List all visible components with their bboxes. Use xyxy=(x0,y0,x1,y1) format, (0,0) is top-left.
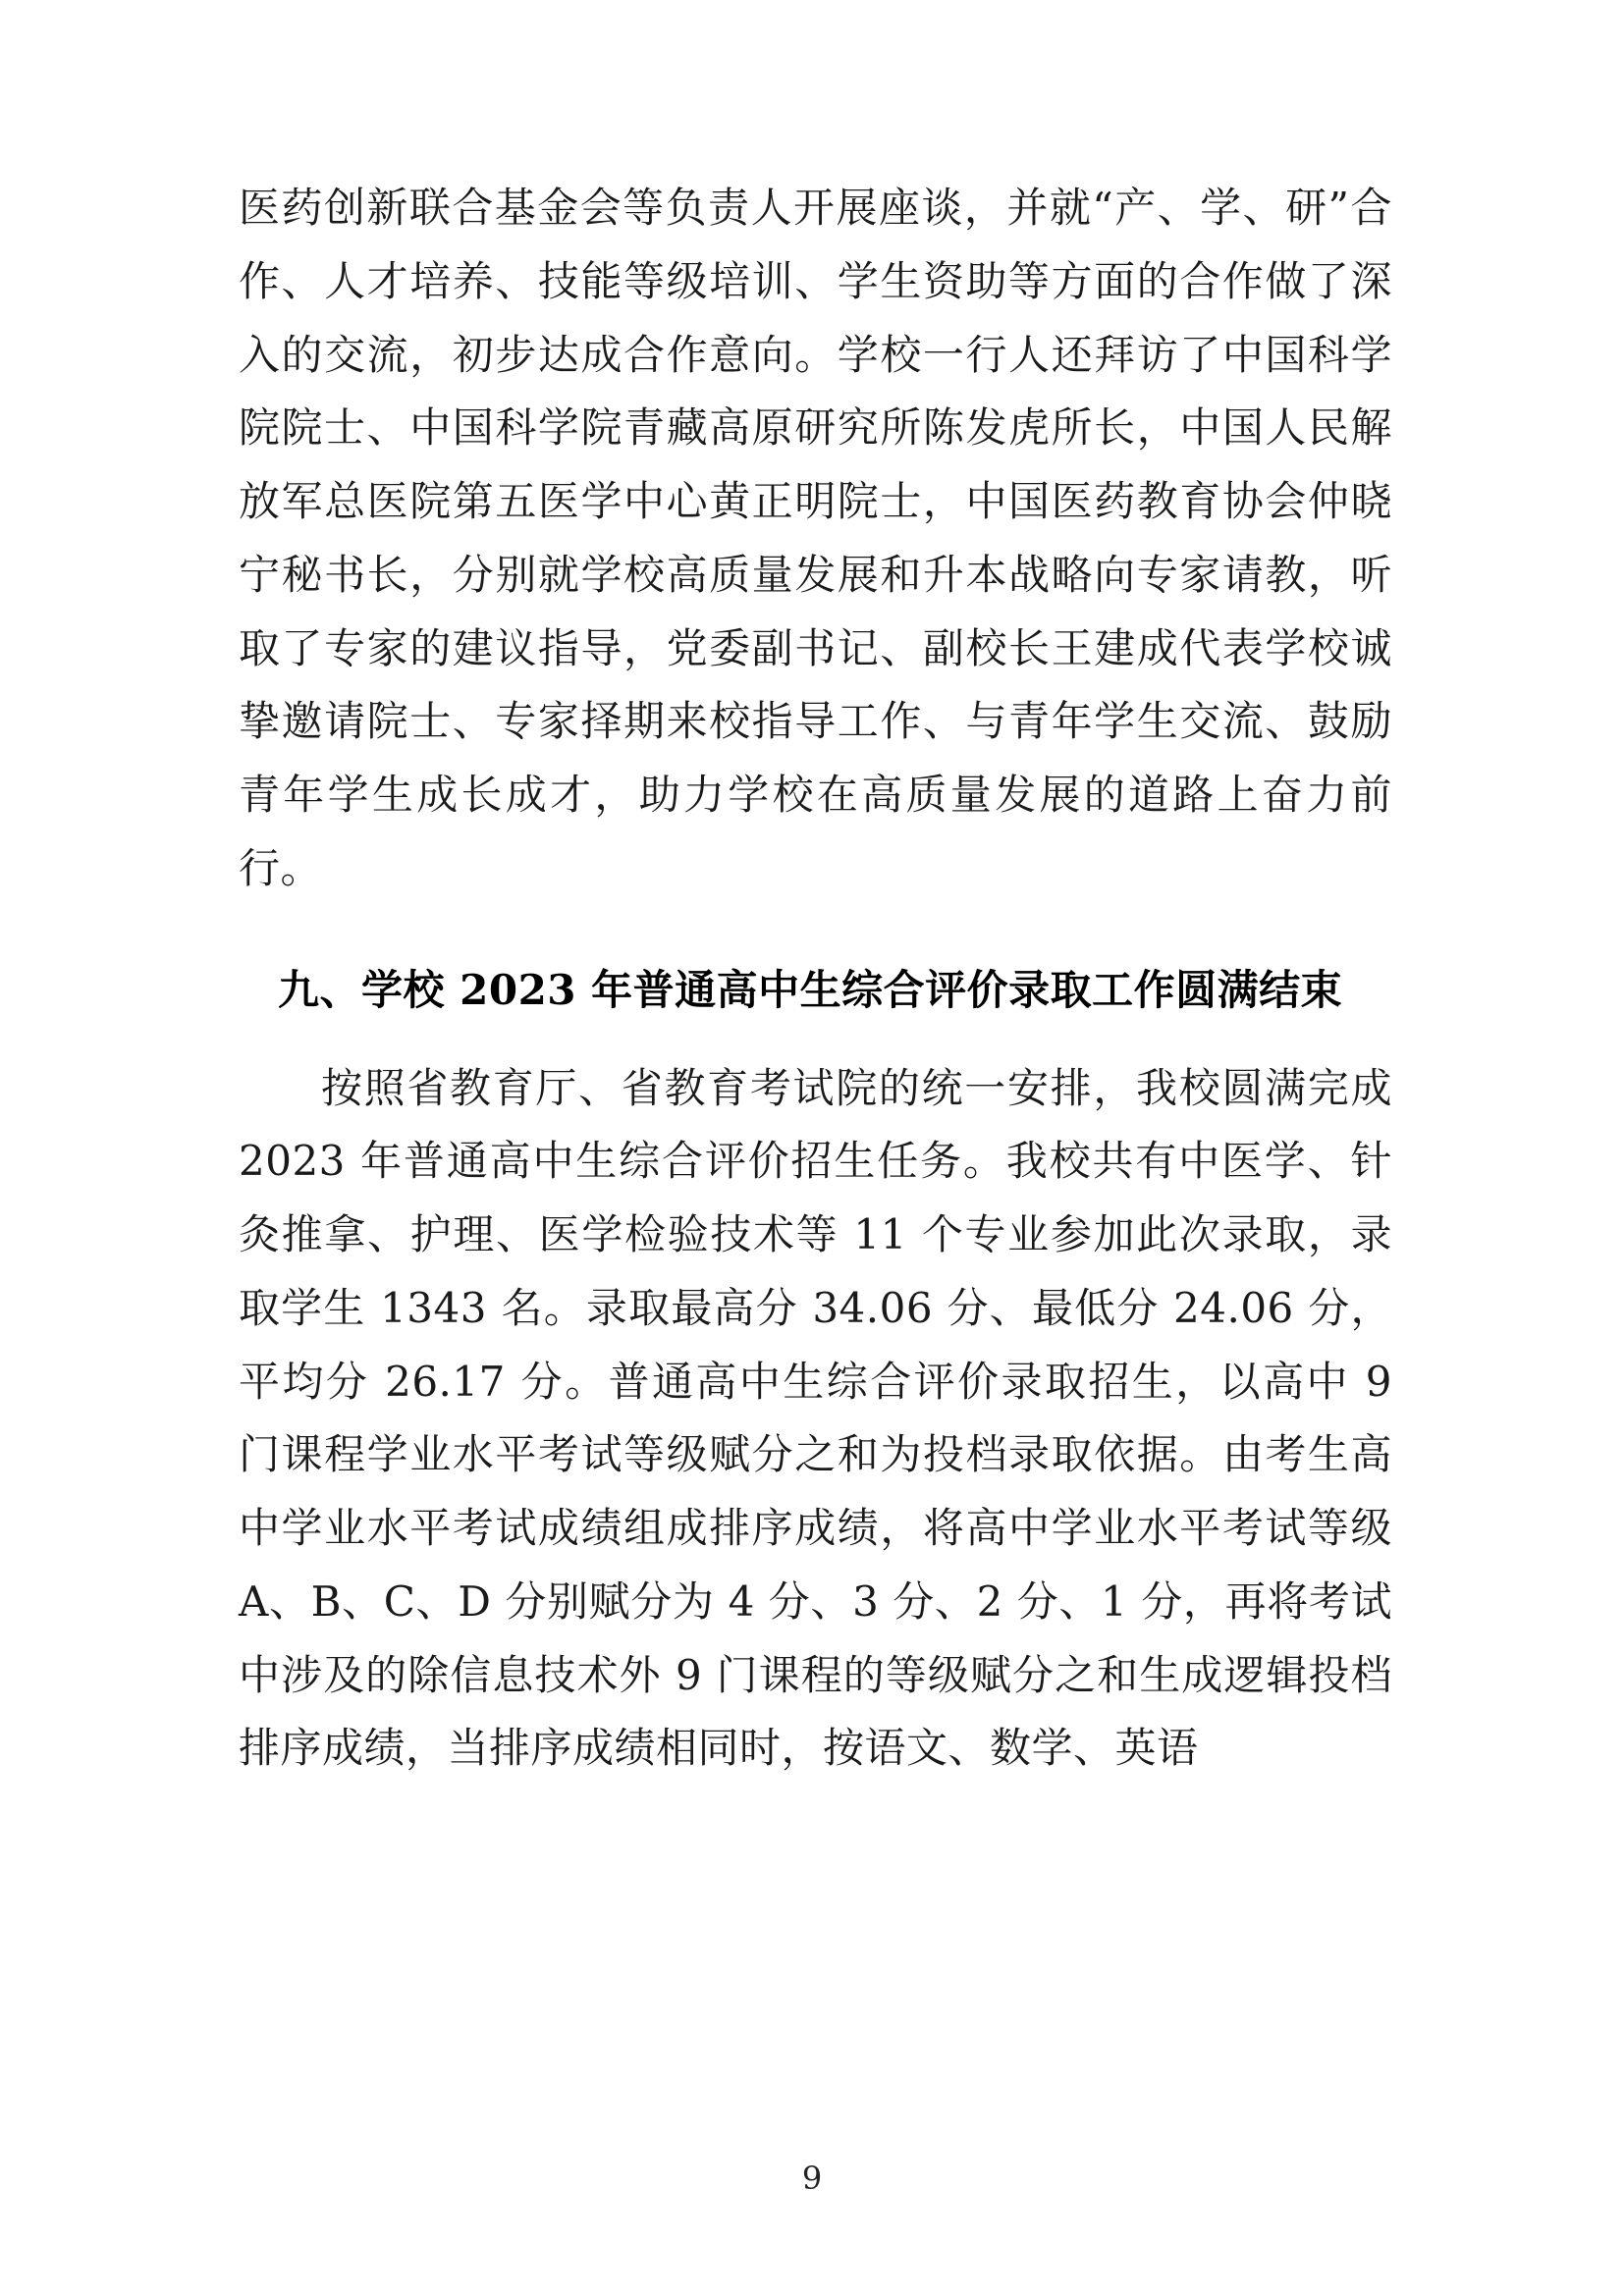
paragraph-section-nine: 按照省教育厅、省教育考试院的统一安排，我校圆满完成 2023 年普通高中生综合评价招生任务。我校共有中医学、针灸推拿、护理、医学检验技术等 11 个专业参加此次录取，录取学生 1343 名。录取最高分 34.06 分、最低分 24.06 分，平均分 26.17 分。普通高中生综合评价录取招生，以高中 9 门课程学业水平考试等级赋分之和为投档录取依据。由考生高中学业水平考试成绩组成排序成绩，将高中学业水平考试等级 A、B、C、D 分别赋分为 4 分、3 分、2 分、1 分，再将考试中涉及的除信息技术外 9 门课程的等级赋分之和生成逻辑投档排序成绩，当排序成绩相同时，按语文、数学、英语 xyxy=(239,1063,1392,1773)
page-content xyxy=(239,172,1392,1786)
section-heading-nine: 九、学校 2023 年普通高中生综合评价录取工作圆满结束 xyxy=(278,965,1343,1014)
page-number: 9 xyxy=(801,2160,823,2197)
paragraph-continued: 医药创新联合基金会等负责人开展座谈，并就“产、学、研”合作、人才培养、技能等级培训、学生资助等方面的合作做了深入的交流，初步达成合作意向。学校一行人还拜访了中国科学院院士、中国科学院青藏高原研究所陈发虎所长，中国人民解放军总医院第五医学中心黄正明院士，中国医药教育协会仲晓宁秘书长，分别就学校高质量发展和升本战略向专家请教，听取了专家的建议指导，党委副书记、副校长王建成代表学校诚挚邀请院士、专家择期来校指导工作、与青年学生交流、鼓励青年学生成长成才，助力学校在高质量发展的道路上奋力前行。 xyxy=(239,184,1392,892)
